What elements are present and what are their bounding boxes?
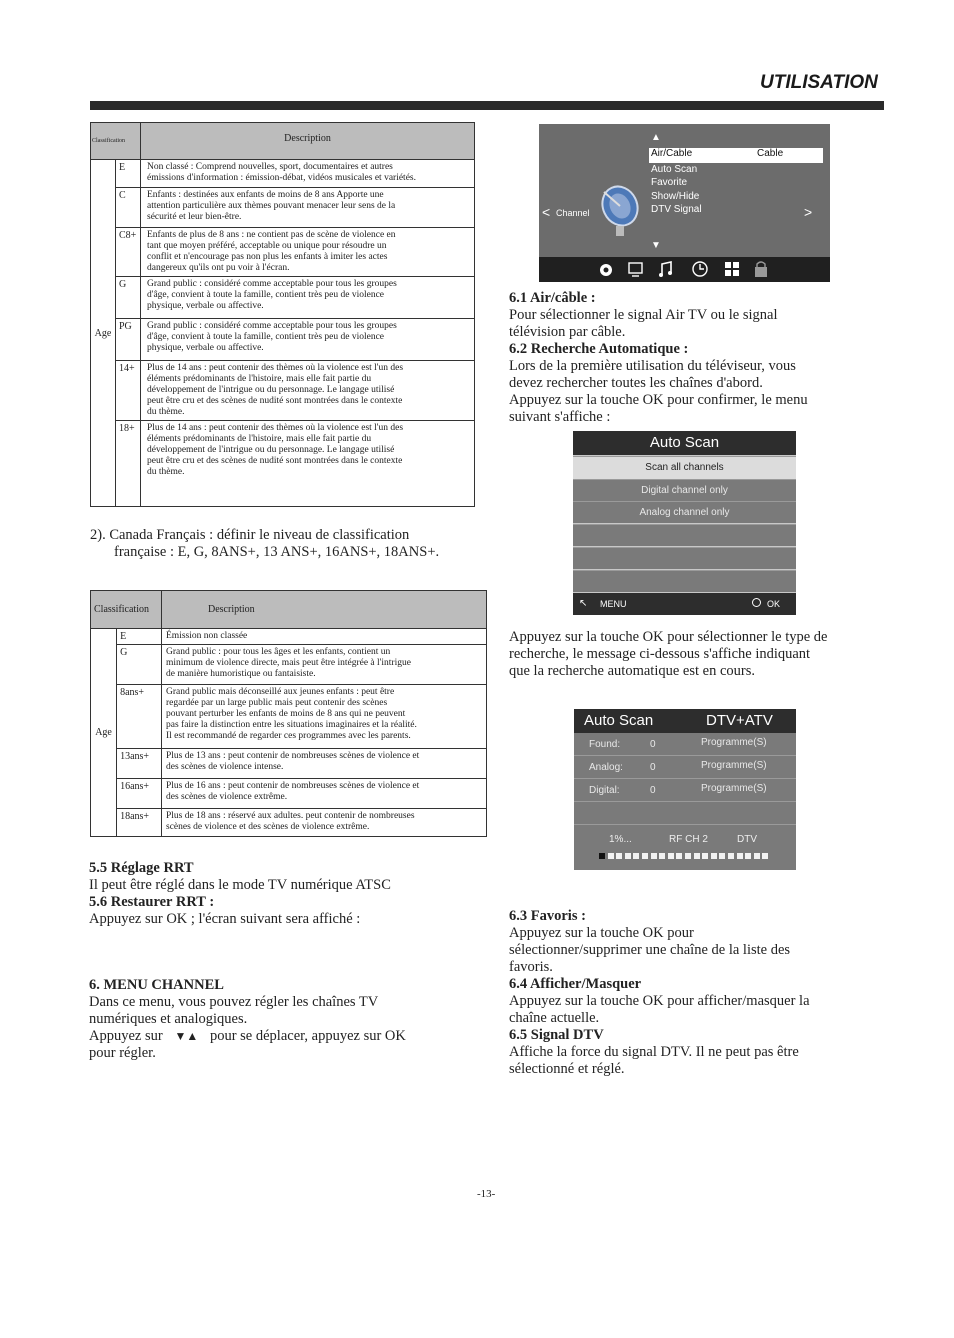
description-line: de manière humoristique ou fantaisiste.: [166, 669, 316, 679]
rating-description: [162, 685, 487, 749]
rating-code: E: [116, 160, 141, 188]
description-line: émissions d'information : émission-débat, vidéos musicales et variétés.: [147, 173, 416, 183]
channel-menu: [539, 124, 830, 282]
description-line: développement de l'intrigue ou du personnage. Le langage utilisé: [147, 385, 395, 395]
description-line: du thème.: [147, 407, 185, 417]
rrt-section: [89, 860, 391, 928]
scan-count-label: Analog:: [589, 762, 623, 773]
rating-description: [141, 188, 475, 228]
progress-segment: [625, 853, 631, 859]
paragraph: Pour sélectionner le signal Air TV ou le signal: [509, 307, 778, 323]
canada-intro-line: française : E, G, 8ANS+, 13 ANS+, 16ANS+, 18ANS+.: [114, 544, 440, 560]
remote-icon: ↖: [579, 598, 588, 609]
description-line: Enfants de plus de 8 ans : ne contient pas de scène de violence en: [147, 230, 396, 240]
description-line: pas faire la distinction entre les situations imaginaires et la réalité.: [166, 720, 417, 730]
description-line: physique, verbale ou affective.: [147, 301, 264, 311]
rating-code: C: [116, 188, 141, 228]
description-line: regardée par un large public mais peut contenir des scènes: [166, 698, 388, 708]
rating-description: [141, 228, 475, 277]
progress-segment: [616, 853, 622, 859]
paragraph: devez rechercher toutes les chaînes d'abord.: [509, 375, 763, 391]
description-line: des scènes de violence intense.: [166, 762, 284, 772]
description-line: développement de l'intrigue ou du personnage. Le langage utilisé: [147, 445, 395, 455]
description-line: d'âge, convient à toute la famille, contient très peu de violence: [147, 332, 385, 342]
ok-circle-icon: [752, 598, 761, 607]
description-line: pouvant perturber les enfants de moins de 8 ans qui ne peuvent: [166, 709, 406, 719]
paragraph: télévision par câble.: [509, 324, 626, 340]
progress-segment: [719, 853, 725, 859]
channel-item-label: Auto Scan: [651, 164, 698, 175]
paragraph: suivant s'affiche :: [509, 409, 611, 425]
paragraph: Appuyez sur la touche OK pour confirmer, le menu: [509, 392, 808, 408]
scan-count-unit: Programme(S): [701, 760, 767, 771]
description-line: dangereux qu'ils ont pu voir à l'écran.: [147, 263, 290, 273]
section-heading: 6.4 Afficher/Masquer: [509, 976, 642, 992]
description-line: Grand public : pour tous les âges et les enfants, contient un: [166, 647, 391, 657]
progress-segment: [754, 853, 760, 859]
rating-description: [162, 749, 487, 779]
empty-row: [573, 570, 796, 592]
option-digital-only[interactable]: Digital channel only: [573, 479, 796, 501]
section-heading: 6.5 Signal DTV: [509, 1027, 604, 1043]
channel-item-label: DTV Signal: [651, 204, 702, 215]
progress-segment: [608, 853, 614, 859]
paragraph: Appuyez sur la touche OK pour sélectionner le type de: [509, 629, 828, 645]
scan-count-label: Digital:: [589, 785, 620, 796]
table-head-classification: Classification: [91, 123, 141, 160]
progress-segment: [642, 853, 648, 859]
rating-code: 14+: [116, 361, 141, 421]
description-line: Plus de 16 ans : peut contenir de nombreuses scènes de violence et: [166, 781, 420, 791]
header-divider: [90, 101, 884, 110]
section-heading: 6.3 Favoris :: [509, 908, 586, 924]
scan-progress-title: [574, 709, 796, 733]
description-line: sécurité et leur bien-être.: [147, 212, 242, 222]
rating-code: 18+: [116, 421, 141, 507]
channel-item-value: Cable: [757, 148, 784, 159]
progress-segment: [599, 853, 605, 859]
ok-instructions: [509, 629, 828, 680]
channel-item-label: Air/Cable: [651, 148, 693, 159]
section-title: UTILISATION: [760, 72, 878, 93]
scan-progress-bar: [599, 853, 771, 860]
air-cable-section: [509, 290, 808, 426]
scan-count-value: 0: [650, 785, 656, 796]
progress-segment: [711, 853, 717, 859]
scan-count-value: 0: [650, 739, 656, 750]
lock-icon[interactable]: [755, 262, 767, 277]
menu-tab-bar: [539, 257, 830, 282]
scan-percent: 1%...: [609, 834, 632, 845]
section-heading: 6.2 Recherche Automatique :: [509, 341, 689, 357]
table-head-classification: Classification: [91, 591, 162, 629]
progress-segment: [685, 853, 691, 859]
rating-description: [141, 277, 475, 319]
description-line: Plus de 18 ans : réservé aux adultes. peut contenir de nombreuses: [166, 811, 415, 821]
paragraph: recherche, le message ci-dessous s'affiche indiquant: [509, 646, 811, 662]
section-heading: 5.6 Restaurer RRT :: [89, 894, 215, 910]
paragraph: sélectionné et réglé.: [509, 1061, 625, 1077]
paragraph: numériques et analogiques.: [89, 1011, 248, 1027]
progress-segment: [702, 853, 708, 859]
section-heading: 5.5 Réglage RRT: [89, 860, 194, 876]
description-line: conflit et n'encourage pas non plus les enfants à imiter les actes: [147, 252, 388, 262]
description-line: scènes de violence et des scènes de violence extrême.: [166, 822, 370, 832]
description-line: peut être cru et des scènes de nudité sont montrées dans le contexte: [147, 396, 403, 406]
scan-count-unit: Programme(S): [701, 783, 767, 794]
up-arrow-icon[interactable]: ▲: [651, 132, 661, 143]
description-line: éléments prédominants de l'histoire, mais elle fait partie du: [147, 374, 372, 384]
rating-description: [162, 809, 487, 837]
progress-segment: [659, 853, 665, 859]
scan-count-value: 0: [650, 762, 656, 773]
menu-channel-section: [89, 977, 406, 1062]
empty-row: [573, 524, 796, 546]
scan-mode: DTV: [737, 834, 757, 845]
scan-count-row: [574, 779, 796, 802]
rating-code: G: [116, 277, 141, 319]
tv-icon[interactable]: [629, 263, 642, 276]
description-line: minimum de violence directe, mais peut être intégrée à l'intrigue: [166, 658, 411, 668]
description-line: Plus de 14 ans : peut contenir des thèmes où la violence est l'un des: [147, 363, 404, 373]
description-line: peut être cru et des scènes de nudité sont montrées dans le contexte: [147, 456, 403, 466]
music-icon[interactable]: [659, 262, 672, 277]
paragraph: Il peut être réglé dans le mode TV numérique ATSC: [89, 877, 391, 893]
favorites-section: [509, 908, 810, 1078]
paragraph: que la recherche automatique est en cours.: [509, 663, 755, 679]
page-number: -13-: [477, 1188, 496, 1200]
progress-segment: [728, 853, 734, 859]
description-line: tant que moyen préféré, acceptable ou unique pour résoudre un: [147, 241, 387, 251]
rating-code: G: [117, 645, 162, 685]
description-line: Grand public : considéré comme acceptable pour tous les groupes: [147, 321, 397, 331]
progress-segment: [668, 853, 674, 859]
scan-count-label: Found:: [589, 739, 621, 750]
scan-progress-panel: [574, 709, 796, 870]
progress-segment: [676, 853, 682, 859]
section-heading: 6. MENU CHANNEL: [89, 977, 224, 993]
paragraph: Affiche la force du signal DTV. Il ne peut pas être: [509, 1044, 799, 1060]
rating-code: 16ans+: [117, 779, 162, 809]
canada-intro: [90, 527, 439, 561]
paragraph: Dans ce menu, vous pouvez régler les chaînes TV: [89, 994, 379, 1010]
down-up-arrows-icon: ▼▲: [174, 1029, 199, 1043]
rating-code: C8+: [116, 228, 141, 277]
scan-rf-channel: RF CH 2: [669, 834, 708, 845]
rating-code: E: [117, 629, 162, 645]
paragraph: Lors de la première utilisation du téléviseur, vous: [509, 358, 796, 374]
scan-title-right: DTV+ATV: [706, 712, 773, 729]
paragraph: pour se déplacer, appuyez sur OK: [209, 1028, 406, 1044]
rating-table-us: [90, 122, 475, 507]
autoscan-menu: [573, 431, 796, 615]
empty-row: [573, 547, 796, 569]
description-line: éléments prédominants de l'histoire, mais elle fait partie du: [147, 434, 372, 444]
rating-description: [162, 779, 487, 809]
rating-description: [141, 319, 475, 361]
channel-item-label: Favorite: [651, 177, 688, 188]
paragraph: Appuyez sur la touche OK pour: [509, 925, 694, 941]
right-arrow-icon[interactable]: >: [804, 204, 813, 220]
progress-segment: [651, 853, 657, 859]
description-line: Émission non classée: [166, 631, 248, 641]
rating-code: 13ans+: [117, 749, 162, 779]
rating-description: [162, 645, 487, 685]
age-label: Age: [91, 629, 117, 837]
autoscan-footer: [573, 593, 796, 615]
progress-segment: [762, 853, 768, 859]
paragraph: Appuyez sur: [89, 1028, 163, 1044]
scan-count-unit: Programme(S): [701, 737, 767, 748]
paragraph: chaîne actuelle.: [509, 1010, 600, 1026]
clock-icon[interactable]: [693, 262, 707, 276]
option-analog-only[interactable]: Analog channel only: [573, 501, 796, 523]
description-line: Grand public : considéré comme acceptable pour tous les groupes: [147, 279, 397, 289]
grid-icon[interactable]: [725, 262, 739, 276]
left-arrow-icon[interactable]: <: [542, 204, 551, 220]
channel-side-label: Channel: [556, 208, 590, 218]
rating-description: [141, 160, 475, 188]
section-heading: 6.1 Air/câble :: [509, 290, 596, 306]
rating-code: 8ans+: [117, 685, 162, 749]
scan-count-row: [574, 756, 796, 779]
rating-table-canada: [90, 590, 487, 837]
gear-icon[interactable]: [600, 264, 612, 276]
description-line: du thème.: [147, 467, 185, 477]
description-line: Il est recommandé de regarder ces programmes avec les parents.: [166, 731, 411, 741]
rating-code: 18ans+: [117, 809, 162, 837]
progress-segment: [633, 853, 639, 859]
progress-segment: [745, 853, 751, 859]
channel-item-label: Show/Hide: [651, 191, 700, 202]
description-line: Plus de 14 ans : peut contenir des thèmes où la violence est l'un des: [147, 423, 404, 433]
description-line: Plus de 13 ans : peut contenir de nombreuses scènes de violence et: [166, 751, 420, 761]
scan-title-left: Auto Scan: [584, 712, 654, 729]
progress-segment: [737, 853, 743, 859]
option-scan-all[interactable]: Scan all channels: [573, 456, 796, 479]
description-line: Grand public mais déconseillé aux jeunes enfants : peut être: [166, 687, 395, 697]
rating-description: [141, 421, 475, 507]
paragraph: Appuyez sur OK ; l'écran suivant sera affiché :: [89, 911, 361, 927]
down-arrow-icon[interactable]: ▼: [651, 240, 661, 251]
description-line: Enfants : destinées aux enfants de moins de 8 ans Apporte une: [147, 190, 384, 200]
description-line: d'âge, convient à toute la famille, contient très peu de violence: [147, 290, 385, 300]
rating-description: [141, 361, 475, 421]
paragraph: pour régler.: [89, 1045, 156, 1061]
footer-ok-label[interactable]: OK: [767, 599, 781, 609]
description-line: physique, verbale ou affective.: [147, 343, 264, 353]
satellite-dish-icon: [596, 182, 640, 238]
rating-code: PG: [116, 319, 141, 361]
footer-menu-label[interactable]: MENU: [600, 599, 627, 609]
paragraph: sélectionner/supprimer une chaîne de la liste des: [509, 942, 791, 958]
age-label: Age: [91, 160, 116, 507]
description-line: Non classé : Comprend nouvelles, sport, documentaires et autres: [147, 162, 393, 172]
scan-count-row: [574, 733, 796, 756]
paragraph: favoris.: [509, 959, 553, 975]
description-line: des scènes de violence extrême.: [166, 792, 288, 802]
table-head-description: Description: [141, 123, 475, 160]
empty-row: [574, 803, 796, 825]
progress-segment: [694, 853, 700, 859]
canada-intro-line: 2). Canada Français : définir le niveau de classification: [90, 527, 410, 543]
rating-description: [162, 629, 487, 645]
table-head-description: Description: [162, 591, 487, 629]
autoscan-title: Auto Scan: [573, 431, 796, 455]
description-line: attention particulière aux thèmes pouvant menacer leur sens de la: [147, 201, 396, 211]
paragraph: Appuyez sur la touche OK pour afficher/masquer la: [509, 993, 810, 1009]
